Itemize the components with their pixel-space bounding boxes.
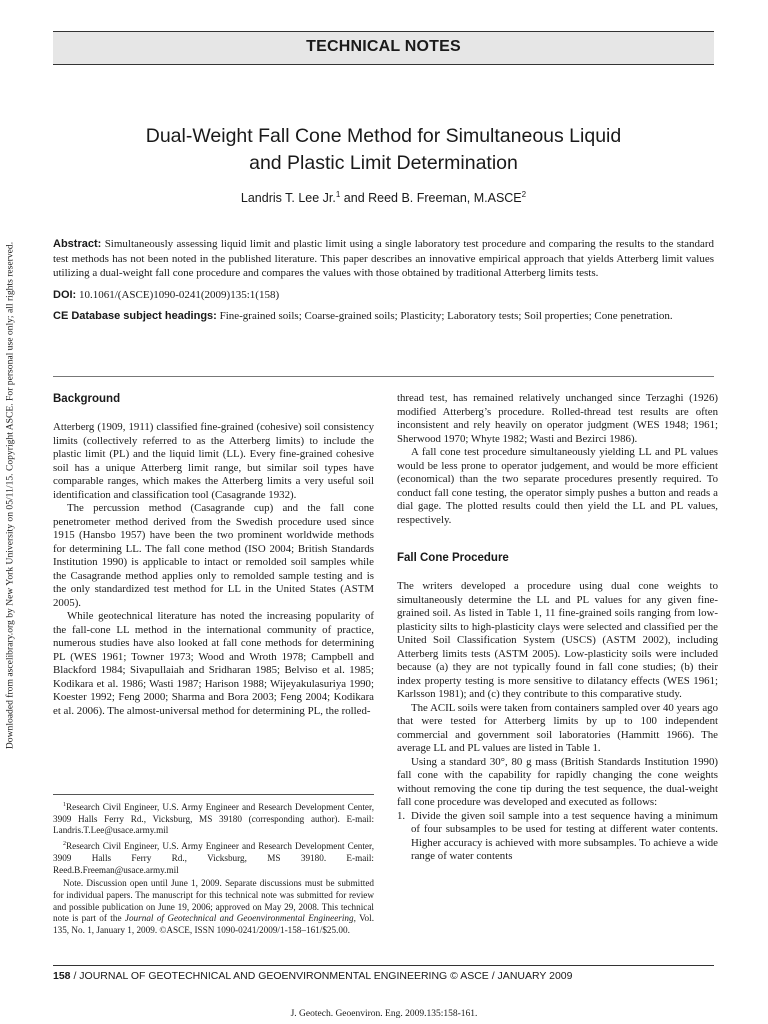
author-2-sup: 2: [521, 190, 527, 199]
author-joiner: and Reed B. Freeman, M.ASCE: [340, 191, 522, 206]
doi-value: 10.1061/(ASCE)1090-0241(2009)135:1(158): [78, 288, 280, 301]
subject-headings: [53, 309, 714, 324]
author-line: [53, 190, 714, 205]
citation-line: J. Geotech. Geoenviron. Eng. 2009.135:158-161.: [290, 1009, 478, 1019]
procedure-step-1: [397, 810, 718, 864]
abstract-divider: [53, 376, 714, 377]
doi-line: [53, 288, 714, 303]
footnote-2-marker: 2: [63, 841, 66, 848]
background-paragraph-2: The percussion method (Casagrande cup) and the fall cone penetrometer method derived from the Swedish procedure used since 1915 (Hansbo 1957) have been the two prominent worldwide methods for determining LL. The fall cone method (ISO 2004; British Standards Institution 1990) is applicable to intact or remolded soil samples while the Casagrande method applies only to remolded sample testing and is the only standardized test method for LL in the United States (ASTM 2005).: [53, 502, 374, 609]
subject-headings-label: CE Database subject headings:: [53, 310, 217, 323]
doi-label: DOI:: [53, 288, 77, 301]
footnote-1-text: Research Civil Engineer, U.S. Army Engineer and Research Development Center, 3909 Halls Ferry Rd., Vicksburg, MS 39180 (corresponding author). E-mail: Landris.T.Lee@usace.army.mil: [53, 802, 374, 836]
procedure-paragraph-3: Using a standard 30°, 80 g mass (British Standards Institution 1990) fall cone with the capability for rapidly changing the cone weights without removing the cone tip during the test sequence, the dual-weight fall cone procedure was developed and executed as follows:: [397, 755, 718, 808]
procedure-paragraph-2: The ACIL soils were taken from containers sampled over 40 years ago that were tested for Atterberg limits by up to 100 independent commercial and government soil laboratories (Hammitt 1966). The average LL and PL values are listed in Table 1.: [397, 701, 718, 754]
background-paragraph-3: While geotechnical literature has noted the increasing popularity of the fall-cone LL method in the international community of practice, numerous studies have also looked at fall cone methods for determining PL (WES 1961; Towner 1973; Wood and Wroth 1978; Campbell and Blackford 1984; Sivapullaiah and Sridharan 1985; Belviso et al. 1985; Kodikara et al. 1986; Wasti 1987; Harison 1988; Wijeyakulasuriya 1990; Koester 1992; Feng 2000; Sharma and Bora 2003; Feng 2004; Kodikara et al. 2006). The almost-universal method for determining PL, the rolled-: [53, 610, 374, 717]
article-title: [53, 123, 714, 177]
article-title-line-2: and Plastic Limit Determination: [249, 152, 518, 174]
section-band-title: TECHNICAL NOTES: [306, 38, 461, 55]
section-band: [53, 31, 714, 65]
article-title-line-1: Dual-Weight Fall Cone Method for Simultaneous Liquid: [145, 125, 622, 147]
abstract-label: Abstract:: [53, 238, 102, 250]
note-text-b: , Vol. 135, No. 1, January 1, 2009. ©ASCE, ISSN 1090-0241/2009/1-158–161/$25.00.: [53, 913, 374, 936]
footnote-2-text: Research Civil Engineer, U.S. Army Engineer and Research Development Center, 3909 Halls Ferry Rd., Vicksburg, MS 39180. E-mail: Reed.B.Freeman@usace.army.mil: [53, 841, 374, 875]
submission-note: [53, 878, 374, 937]
footnote-1-marker: 1: [63, 802, 66, 808]
author-1-sup: 1: [335, 190, 341, 199]
left-column: [53, 392, 374, 718]
step-text: Divide the given soil sample into a test sequence having a minimum of four subsamples to be used for testing at different water contents. Higher accuracy is achieved with more subsamples. To achieve a wide range of water contents: [411, 809, 718, 862]
page-number: 158: [53, 970, 71, 982]
journal-name: Journal of Geotechnical and Geoenvironmental Engineering: [124, 913, 354, 924]
fall-cone-procedure-heading: Fall Cone Procedure: [397, 552, 509, 564]
step-number: 1.: [397, 809, 406, 822]
footer-divider: [53, 965, 714, 966]
download-notice-sidebar: Downloaded from ascelibrary.org by New York University on 05/11/15. Copyright ASCE. For personal use only; all rights reserved.: [4, 241, 16, 750]
procedure-paragraph-1: The writers developed a procedure using dual cone weights to simultaneously determine the LL and PL values for any given fine-grained soil. As listed in Table 1, 11 fine-grained soils ranging from low-plasticity silts to high-plasticity clays were selected and classified per the United Soil Classification System (USCS) (ASTM 2002), including Atterberg limits tests (ASTM 2005). Low-plasticity soils were included because (a) they are not typically found in fall cone studies; (b) their index property testing is more sensitive to dilatancy effects (WES 1961; Karlsson 1981); and (c) they contribute to this comparative study.: [397, 580, 718, 700]
fall-cone-motivation-paragraph: A fall cone test procedure simultaneously yielding LL and PL values would be less prone to operator judgement, and would be more efficient (economical) than the two separate procedures presently required. To conduct fall cone testing, the operator simply pushes a button and reads a dial gage. The plotted results could then yield the LL and PL values, respectively.: [397, 446, 718, 526]
journal-footer-text: / JOURNAL OF GEOTECHNICAL AND GEOENVIRONMENTAL ENGINEERING © ASCE / JANUARY 2009: [70, 970, 573, 982]
continued-paragraph: thread test, has remained relatively unchanged since Terzaghi (1926) modified Atterberg’s procedure. Rolled-thread test results are often inconsistent and rely heavily on operator judgment (WES 1948; 1961; Sherwood 1970; Whyte 1982; Wasti and Bezirci 1986).: [397, 392, 718, 445]
abstract-text: Simultaneously assessing liquid limit and plastic limit using a single laboratory test procedure and comparing the results to the standard test methods has not been noted in the published literature. This paper describes an innovative empirical approach that yields Atterberg limit values utilizing a dual-weight fall cone procedure and compares the values with those obtained by traditional Atterberg limits tests.: [53, 238, 715, 280]
abstract-paragraph: [53, 237, 714, 281]
section-gap: [397, 527, 718, 551]
running-footer: [53, 970, 572, 982]
footnote-2: [53, 839, 374, 876]
subject-headings-text: Fine-grained soils; Coarse-grained soils; Plasticity; Laboratory tests; Soil properties; Cone penetration.: [219, 310, 673, 323]
background-paragraph-1: Atterberg (1909, 1911) classified fine-grained (cohesive) soil consistency limits (collectively referred to as the Atterberg limits) to include the plastic limit (PL) and the liquid limit (LL). Every fine-grained cohesive soil has a unique Atterberg limit range, but similar soil types have comparable ranges, which makes the Atterberg limits a very useful soil identification and classification tool (Casagrande 1932).: [53, 421, 374, 501]
author-1-name: Landris T. Lee Jr.: [240, 191, 336, 206]
background-heading: Background: [53, 393, 121, 405]
right-column: [397, 392, 718, 864]
footnote-1: [53, 800, 374, 837]
footnotes: [53, 794, 374, 939]
abstract-block: [53, 237, 714, 331]
note-text-a: Note. Discussion open until June 1, 2009. Separate discussions must be submitted for individual papers. The manuscript for this technical note was submitted for review and possible publication on June 19, 2006; approved on May 29, 2008. This technical note is part of the: [53, 878, 374, 924]
